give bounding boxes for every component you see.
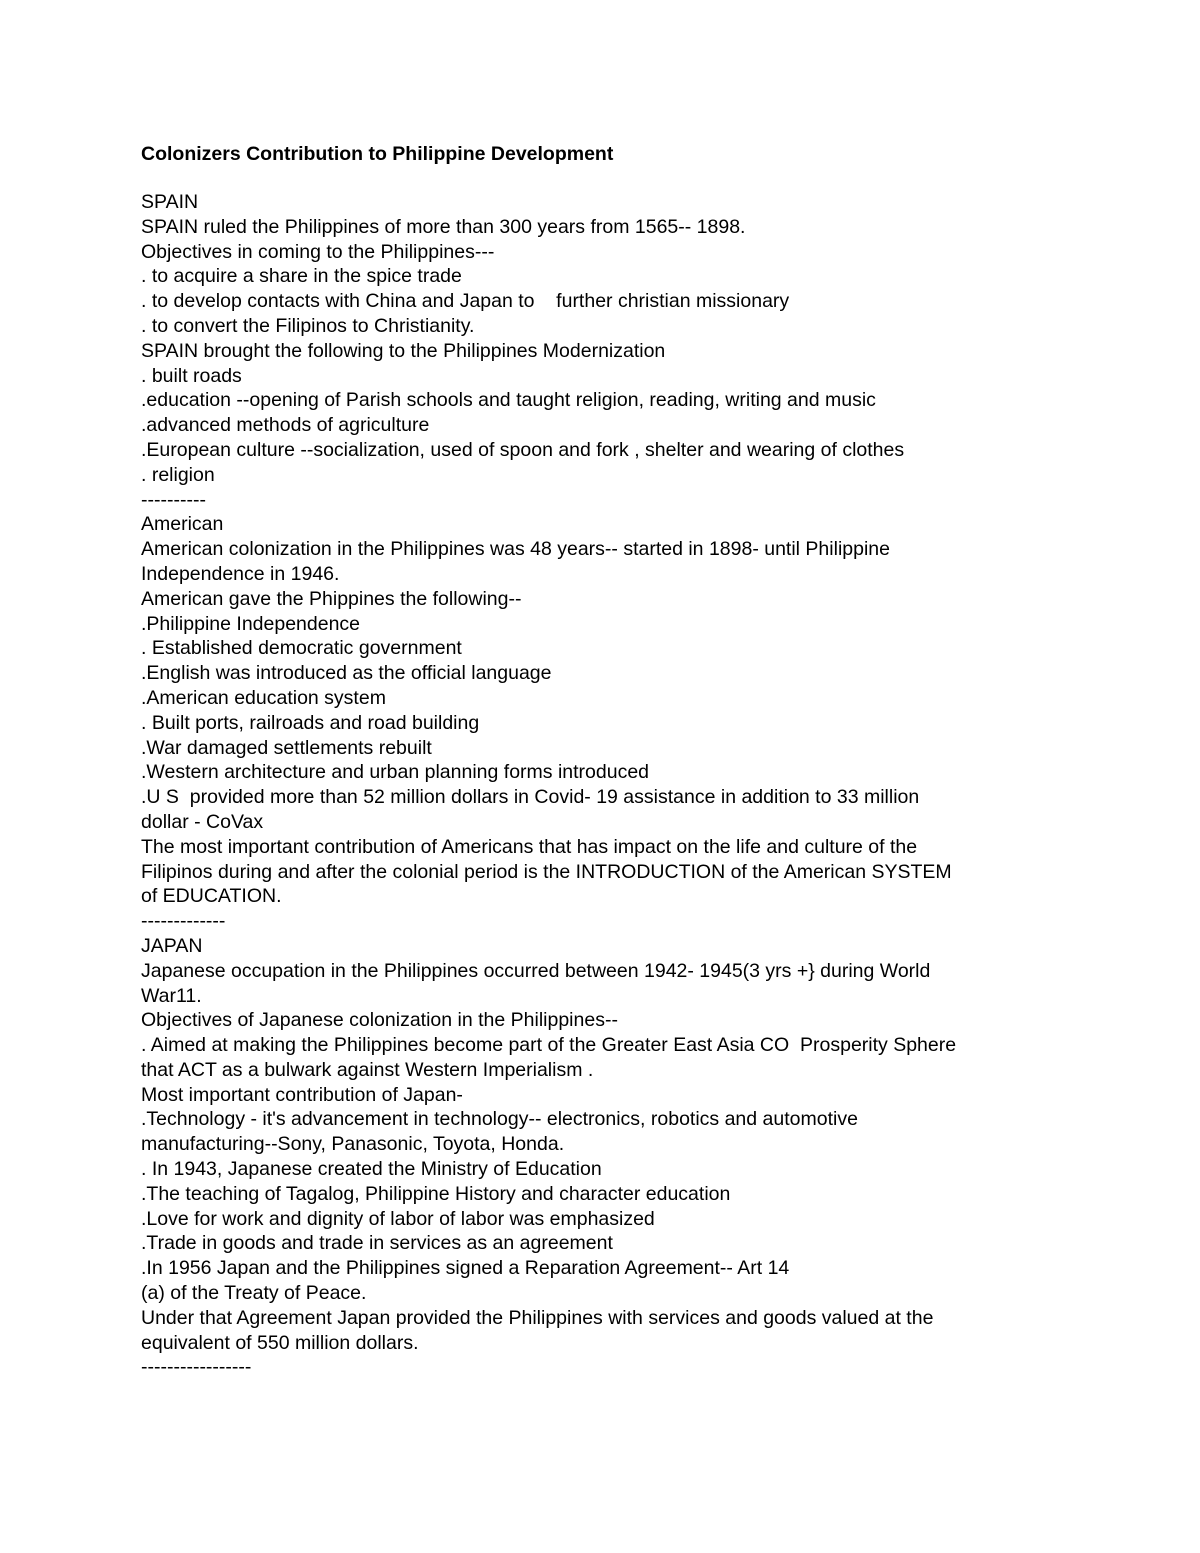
document-line: .Technology - it's advancement in technology-- electronics, robotics and automotive	[141, 1108, 858, 1131]
document-line: .The teaching of Tagalog, Philippine History and character education	[141, 1182, 731, 1205]
document-line: . to acquire a share in the spice trade	[141, 265, 462, 288]
document-line: SPAIN brought the following to the Philippines Modernization	[141, 339, 666, 362]
document-line: . to convert the Filipinos to Christianity.	[141, 314, 475, 337]
document-line: American colonization in the Philippines was 48 years-- started in 1898- until Philippine	[141, 538, 890, 561]
document-line: manufacturing--Sony, Panasonic, Toyota, Honda.	[141, 1133, 565, 1156]
document-line: .Love for work and dignity of labor of labor was emphasized	[141, 1207, 655, 1230]
document-line: Objectives of Japanese colonization in the Philippines--	[141, 1009, 618, 1032]
document-line: Most important contribution of Japan-	[141, 1083, 463, 1106]
document-line: . Built ports, railroads and road building	[141, 711, 480, 734]
document-line: Objectives in coming to the Philippines---	[141, 240, 495, 263]
document-line: Japanese occupation in the Philippines occurred between 1942- 1945(3 yrs +} during World	[141, 959, 931, 982]
document-line: .Philippine Independence	[141, 612, 361, 635]
document-line: -------------	[141, 910, 226, 933]
document-line: SPAIN ruled the Philippines of more than 300 years from 1565-- 1898.	[141, 215, 746, 238]
document-line: . built roads	[141, 364, 242, 387]
document-line: .American education system	[141, 686, 386, 709]
document-line: . Aimed at making the Philippines become part of the Greater East Asia CO Prosperity Sphere	[141, 1034, 957, 1057]
document-line: . religion	[141, 463, 215, 486]
document-line: (a) of the Treaty of Peace.	[141, 1282, 367, 1305]
document-line: Filipinos during and after the colonial period is the INTRODUCTION of the American SYSTEM	[141, 860, 952, 883]
document-line: SPAIN	[141, 191, 199, 213]
document-line: American gave the Phippines the following--	[141, 587, 522, 610]
document-line: .English was introduced as the official language	[141, 662, 552, 685]
document-line: -----------------	[141, 1356, 252, 1379]
document-line: dollar - CoVax	[141, 810, 264, 833]
document-line: equivalent of 550 million dollars.	[141, 1331, 419, 1354]
document-line: American	[141, 513, 224, 536]
document-line: Under that Agreement Japan provided the Philippines with services and goods valued at the	[141, 1306, 934, 1329]
document-line: of EDUCATION.	[141, 885, 282, 908]
document-line: .education --opening of Parish schools and taught religion, reading, writing and music	[141, 389, 876, 412]
document-line: .Western architecture and urban planning forms introduced	[141, 761, 650, 784]
document-line: Independence in 1946.	[141, 562, 340, 585]
document-line: that ACT as a bulwark against Western Imperialism .	[141, 1058, 594, 1081]
document-line: JAPAN	[141, 934, 203, 957]
document-line: .War damaged settlements rebuilt	[141, 736, 432, 759]
document-line: . Established democratic government	[141, 637, 462, 660]
document-line: .In 1956 Japan and the Philippines signed a Reparation Agreement-- Art 14	[141, 1257, 790, 1280]
document-line: .U S provided more than 52 million dollars in Covid- 19 assistance in addition to 33 million	[141, 786, 920, 809]
document-line: ----------	[141, 488, 206, 511]
document-line: .advanced methods of agriculture	[141, 414, 430, 437]
document-page	[141, 140, 1061, 1380]
document-title: Colonizers Contribution to Philippine Development	[141, 143, 614, 165]
document-line: .European culture --socialization, used of spoon and fork , shelter and wearing of clothes	[141, 438, 905, 461]
document-line: War11.	[141, 984, 202, 1007]
document-body	[141, 190, 1061, 1380]
document-line: .Trade in goods and trade in services as an agreement	[141, 1232, 613, 1255]
document-line: . In 1943, Japanese created the Ministry of Education	[141, 1158, 602, 1181]
document-line: The most important contribution of Americans that has impact on the life and culture of the	[141, 835, 918, 858]
document-line: . to develop contacts with China and Japan to further christian missionary	[141, 290, 790, 313]
